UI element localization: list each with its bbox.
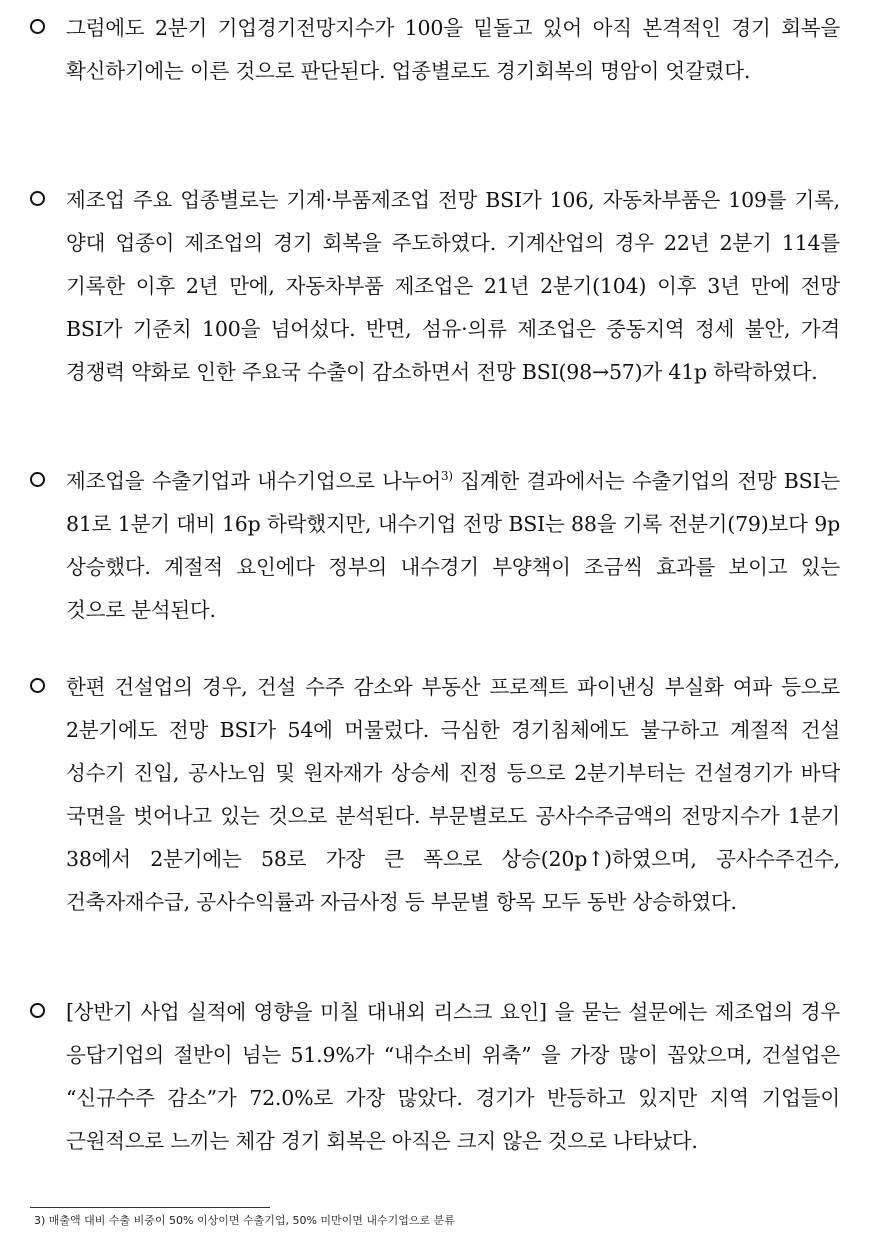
paragraph-1: [30, 7, 840, 93]
paragraph-3: [30, 460, 840, 632]
footnote: 3) 매출액 대비 수출 비중이 50% 이상이면 수출기업, 50% 미만이면 내수기업으로 분류: [34, 1214, 455, 1227]
paragraph-text-part: 집계한 결과에서는 수출기업의 전망 BSI는 81로 1분기 대비 16p 하락했지만, 내수기업 전망 BSI는 88을 기록 전분기(79)보다 9p 상승했다. 계절적 요인에다 정부의 내수경기 부양책이 조금씩 효과를 보이고 있는 것으로 분석된다.: [66, 469, 840, 622]
circle-bullet-icon: [30, 678, 45, 693]
circle-bullet-icon: [30, 191, 45, 206]
paragraph-text: [30, 460, 840, 632]
paragraph-text-part: 제조업을 수출기업과 내수기업으로 나누어: [66, 469, 441, 493]
paragraph-text: [상반기 사업 실적에 영향을 미칠 대내외 리스크 요인] 을 묻는 설문에는 제조업의 경우 응답기업의 절반이 넘는 51.9%가 “내수소비 위축” 을 가장 많이 꼽았으며, 건설업은 “신규수주 감소”가 72.0%로 가장 많았다. 경기가 반등하고 있지만 지역 기업들이 근원적으로 느끼는 체감 경기 회복은 아직은 크지 않은 것으로 나타났다.: [66, 1000, 840, 1153]
paragraph-2: [30, 179, 840, 394]
paragraph-text: 제조업 주요 업종별로는 기계·부품제조업 전망 BSI가 106, 자동차부품은 109를 기록, 양대 업종이 제조업의 경기 회복을 주도하였다. 기계산업의 경우 22년 2분기 114를 기록한 이후 2년 만에, 자동차부품 제조업은 21년 2분기(104) 이후 3년 만에 전망 BSI가 기준치 100을 넘어섰다. 반면, 섬유·의류 제조업은 중동지역 정세 불안, 가격 경쟁력 약화로 인한 주요국 수출이 감소하면서 전망 BSI(98→57)가 41p 하락하였다.: [66, 188, 840, 384]
paragraph-text: 한편 건설업의 경우, 건설 수주 감소와 부동산 프로젝트 파이낸싱 부실화 여파 등으로 2분기에도 전망 BSI가 54에 머물렀다. 극심한 경기침체에도 불구하고 계절적 건설 성수기 진입, 공사노임 및 원자재가 상승세 진정 등으로 2분기부터는 건설경기가 바닥 국면을 벗어나고 있는 것으로 분석된다. 부문별로도 공사수주금액의 전망지수가 1분기 38에서 2분기에는 58로 가장 큰 폭으로 상승(20p↑)하였으며, 공사수주건수, 건축자재수급, 공사수익률과 자금사정 등 부문별 항목 모두 동반 상승하였다.: [66, 675, 840, 914]
circle-bullet-icon: [30, 19, 45, 34]
paragraph-5: [30, 991, 840, 1163]
circle-bullet-icon: [30, 472, 45, 487]
paragraph-text: 그럼에도 2분기 기업경기전망지수가 100을 밑돌고 있어 아직 본격적인 경기 회복을 확신하기에는 이른 것으로 판단된다. 업종별로도 경기회복의 명암이 엇갈렸다.: [66, 16, 840, 83]
paragraph-4: [30, 666, 840, 924]
circle-bullet-icon: [30, 1003, 45, 1018]
footnote-divider: [30, 1207, 270, 1208]
footnote-reference: 3): [440, 469, 453, 483]
